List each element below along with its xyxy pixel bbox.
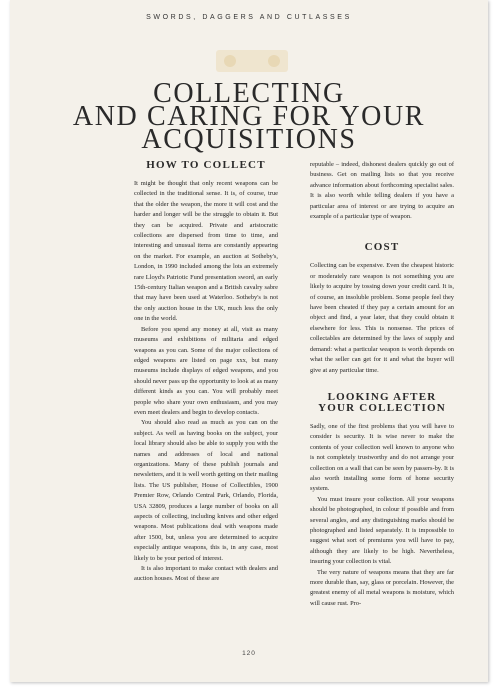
left-column	[134, 160, 278, 585]
paragraph: Before you spend any money at all, visit as many museums and exhibitions of militaria and edged weapons as you can. Some of the major collections of edged weapons are listed on page xxx, but many museums include displays of edged weapons, and you should never pass up the opportunity to look at as many different kinds as you can. You will probably meet people who share your own enthusiasm, and you may even meet dealers and begin to develop contacts.	[134, 325, 278, 416]
title-line-3: ACQUISITIONS	[141, 124, 357, 155]
paragraph: Collecting can be expensive. Even the cheapest historic or moderately rare weapon is not something you are likely to acquire by tossing down your credit card. It is, of course, an insoluble problem. Some people feel they have been cheated if they pay a certain amount for an object and find, a year later, that they could obtain it elsewhere for less. This is nonsense. The prices of collectables are determined by the laws of supply and demand: what a particular weapon is worth depends on what the seller can get for it and what the buyer will give at any particular time.	[310, 262, 454, 374]
title-line-1: COLLECTING	[153, 78, 345, 109]
paragraph: You should also read as much as you can on the subject. As well as having books on the subject, your local library should also be able to supply you with the names and addresses of local and national organizations. Many of these publish journals and newsletters, and it is well worth getting on their mailing lists. The US publisher, House of Collectibles, 1900 Premier Row, Orlando Central Park, Orlando, Florida, USA 32809, produces a large number of books on all aspects of collecting, including knives and other edged weapons. Most publications deal with weapons made after 1500, but, unless you are determined to acquire especially antique weapons, this is, in any case, most likely to be your period of interest.	[134, 419, 278, 562]
heading-line-2: YOUR COLLECTION	[318, 401, 446, 414]
page-number: 120	[242, 650, 256, 657]
paragraph: Sadly, one of the first problems that you will have to consider is security. It is wise never to make the contents of your collection well known to anyone who is not completely trustworthy and do not arrange your collection on a wall that can be seen by passers-by. It is also worth installing some form of home security system.	[310, 422, 454, 493]
chapter-title	[10, 78, 488, 155]
section-heading-cost: COST	[364, 241, 400, 254]
paragraph: It is also important to make contact with dealers and auction houses. Most of these are	[134, 565, 278, 583]
paragraph: reputable – indeed, dishonest dealers quickly go out of business. Get on mailing lists so that you receive advance information about forthcoming specialist sales. It is also worth while telling dealers if you have a particular area of interest or are trying to acquire an example of a particular type of weapon.	[310, 161, 454, 221]
right-column	[310, 160, 454, 609]
section-heading-looking-after	[310, 392, 454, 414]
section-heading-how-to-collect: HOW TO COLLECT	[146, 159, 266, 171]
paragraph: It might be thought that only recent weapons can be collected in the traditional sense. It is, of course, true that the older the weapon, the more it will cost and the harder and longer will be the struggle to obtain it. But they can be acquired. Private and aristocratic collections are dispersed from time to time, and interesting and unusual items are constantly appearing on the market. For example, an auction at Sotheby's, London, in 1990 included among the lots an extremely rare Lloyd's Patriotic Fund presentation sword, an early 15th-century Italian weapon and a British cavalry sabre that may have been used at Waterloo. Sotheby's is not the only auction house in the UK, much less the only one in the world.	[134, 180, 278, 323]
decorative-ornament	[216, 50, 288, 72]
heading-line-1: LOOKING AFTER	[327, 390, 437, 403]
paragraph: The very nature of weapons means that they are far more durable than, say, glass or porcelain. However, the greatest enemy of all metal weapons is moisture, which will cause rust. Pro-	[310, 568, 454, 607]
book-page	[10, 0, 488, 682]
title-line-2: AND CARING FOR YOUR	[72, 101, 426, 132]
paragraph: You must insure your collection. All your weapons should be photographed, in colour if possible and from several angles, and any distinguishing marks should be photographed and listed separately. It is impossible to suggest what sort of premiums you will have to pay, although they are likely to be high. Nevertheless, insuring your collection is vital.	[310, 495, 454, 566]
page-edge	[488, 0, 500, 688]
running-head: SWORDS, DAGGERS AND CUTLASSES	[146, 14, 352, 21]
